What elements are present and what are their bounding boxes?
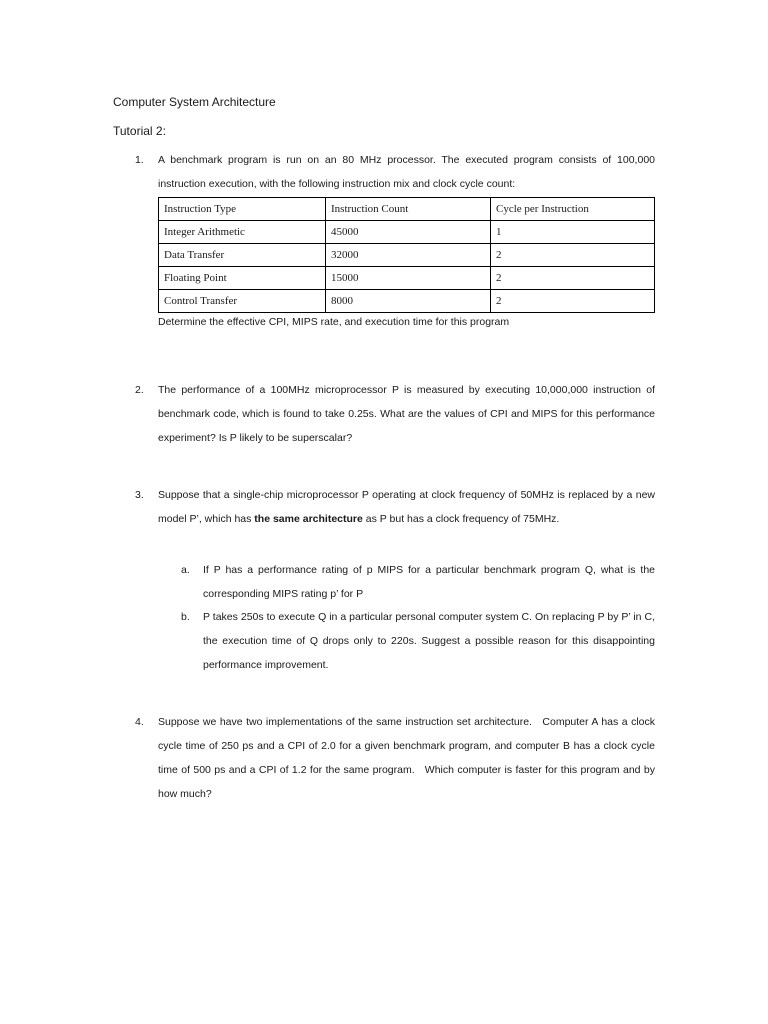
- column-header: Instruction Type: [159, 198, 326, 221]
- question-number: 3.: [135, 489, 144, 501]
- table-cell: Integer Arithmetic: [159, 221, 326, 244]
- table-row: [159, 290, 655, 313]
- table-cell: Control Transfer: [159, 290, 326, 313]
- table-cell: 15000: [326, 267, 491, 290]
- question-text-part: Suppose that a single-chip microprocessor P operating at clock frequency of 50MHz is replaced by a new model P’, which has: [158, 489, 655, 525]
- sub-question-text: P takes 250s to execute Q in a particular personal computer system C. On replacing P by P’ in C, the execution time of Q drops only to 220s. Suggest a possible reason for this disappointing performance improvement.: [203, 611, 655, 671]
- question-text: [158, 483, 655, 531]
- question-number: 4.: [135, 716, 144, 728]
- table-cell: 2: [491, 290, 655, 313]
- table-row: [159, 244, 655, 267]
- emphasis-text: the same architecture: [254, 513, 363, 525]
- table-cell: 45000: [326, 221, 491, 244]
- table-cell: Floating Point: [159, 267, 326, 290]
- question-text-part: as P but has a clock frequency of 75MHz.: [362, 513, 560, 525]
- question-text: A benchmark program is run on an 80 MHz processor. The executed program consists of 100,000 instruction execution, with the following instruction mix and clock cycle count:: [158, 154, 655, 190]
- question-number: 1.: [135, 154, 144, 166]
- table-cell: 1: [491, 221, 655, 244]
- question-number: 2.: [135, 384, 144, 396]
- question-text: The performance of a 100MHz microprocessor P is measured by executing 10,000,000 instruction of benchmark code, which is found to take 0.25s. What are the values of CPI and MIPS for this performance experiment? Is P likely to be superscalar?: [158, 384, 655, 444]
- question-instruction: Determine the effective CPI, MIPS rate, and execution time for this program: [158, 316, 510, 328]
- sub-question-text: If P has a performance rating of p MIPS for a particular benchmark program Q, what is the corresponding MIPS rating p’ for P: [203, 564, 655, 600]
- table-row: [159, 267, 655, 290]
- table-row: [159, 221, 655, 244]
- table-cell: 32000: [326, 244, 491, 267]
- document-title: Computer System Architecture: [113, 95, 276, 109]
- sub-question-letter: b.: [181, 611, 190, 623]
- table-cell: 8000: [326, 290, 491, 313]
- question-text: Suppose we have two implementations of the same instruction set architecture. Computer A has a clock cycle time of 250 ps and a CPI of 2.0 for a given benchmark program, and computer B has a clock cycle time of 500 ps and a CPI of 1.2 for the same program. Which computer is faster for this program and by how much?: [158, 716, 658, 800]
- table-cell: 2: [491, 267, 655, 290]
- instruction-mix-table: [158, 197, 655, 313]
- sub-question-letter: a.: [181, 564, 190, 576]
- tutorial-heading: Tutorial 2:: [113, 124, 166, 138]
- table-cell: 2: [491, 244, 655, 267]
- table-header-row: [159, 198, 655, 221]
- column-header: Cycle per Instruction: [491, 198, 655, 221]
- column-header: Instruction Count: [326, 198, 491, 221]
- table-cell: Data Transfer: [159, 244, 326, 267]
